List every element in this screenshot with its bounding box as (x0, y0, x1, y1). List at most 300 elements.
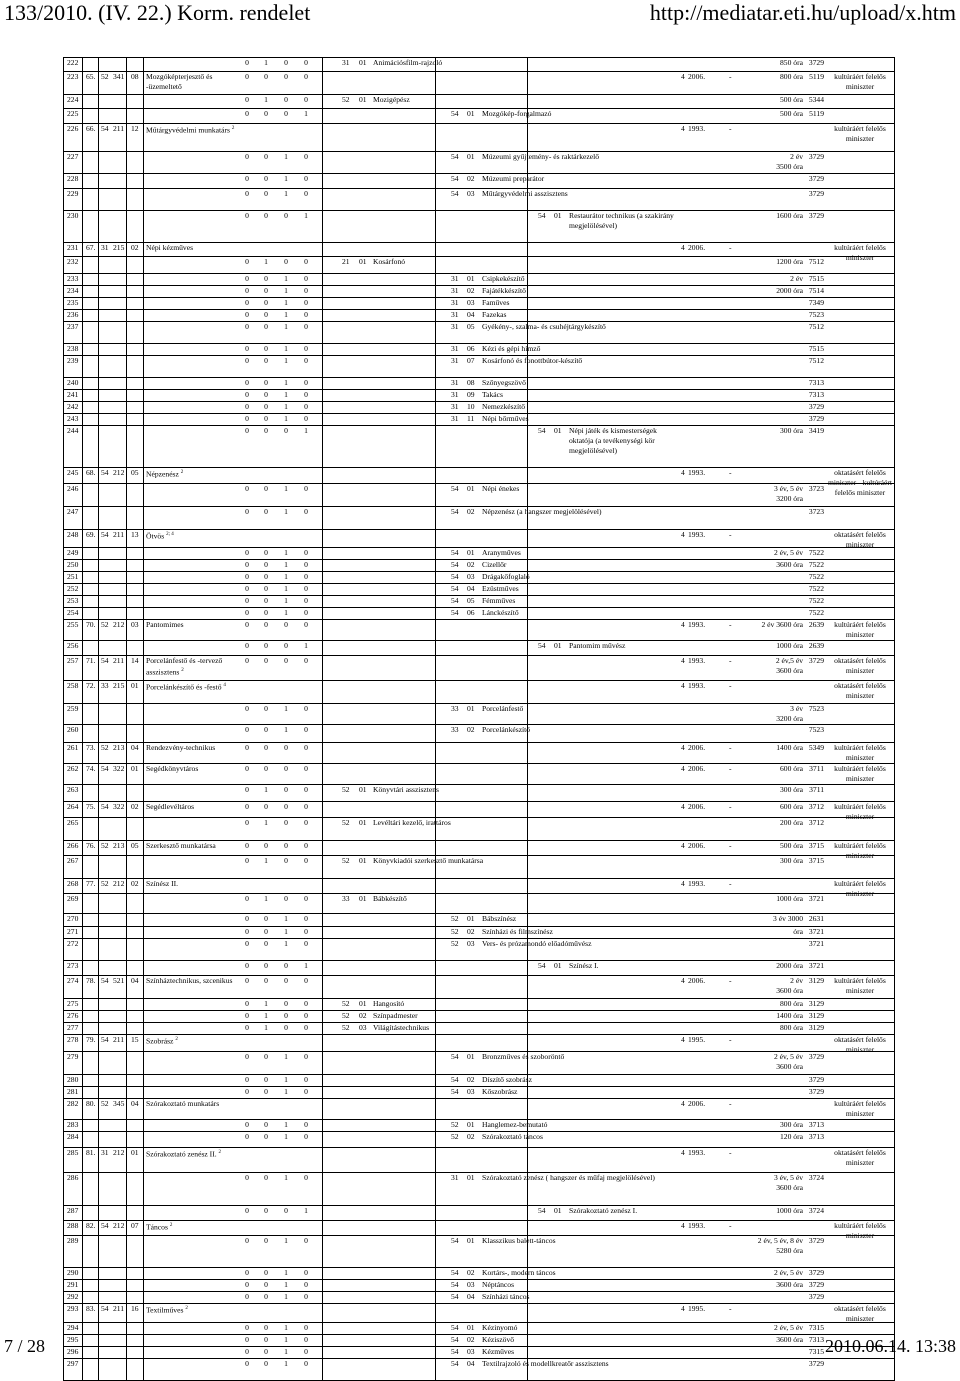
column-divider (527, 879, 528, 893)
page-header-url[interactable]: http://mediatar.eti.hu/upload/x.htm (649, 0, 956, 25)
partial-qualification-name: Néptáncos (482, 1280, 515, 1289)
partial-qualification-code-a: 54 (451, 1323, 459, 1332)
column-divider (143, 894, 144, 913)
date-dash: - (729, 530, 732, 539)
registration-date: 1993. (688, 656, 706, 665)
column-divider (82, 322, 83, 343)
column-divider (98, 356, 99, 377)
column-divider (98, 109, 99, 123)
column-divider (143, 95, 144, 108)
column-divider (322, 95, 323, 108)
level-flag: 0 (264, 211, 268, 220)
column-divider (82, 426, 83, 467)
column-divider (126, 1236, 127, 1267)
column-divider (322, 1304, 323, 1322)
builds-on-name: Színész I. (569, 961, 599, 970)
column-divider (126, 1052, 127, 1074)
hours-text: 3500 óra (776, 162, 803, 171)
column-divider (143, 189, 144, 210)
partial-qualification-code-a: 54 (451, 484, 459, 493)
column-divider (435, 927, 436, 938)
column-divider (143, 641, 144, 655)
column-divider (527, 1148, 528, 1172)
column-divider (143, 1335, 144, 1346)
partial-qualification-name: Kortárs-, modern táncos (482, 1268, 556, 1277)
partial-qualification-name: Textilrajzoló és modellkreatőr asszisztens (482, 1359, 609, 1368)
partial-qualification-code-a: 54 (451, 1347, 459, 1356)
row-number: 281 (67, 1087, 79, 1096)
level-flag: 0 (264, 72, 268, 81)
level-flag: 0 (304, 1335, 308, 1344)
column-divider (322, 344, 323, 355)
table-row (64, 71, 894, 94)
level-flag: 0 (245, 818, 249, 827)
partial-qualification-code-a: 54 (451, 109, 459, 118)
level-flag: 0 (264, 109, 268, 118)
level-flag: 0 (304, 927, 308, 936)
level-flag: 0 (245, 548, 249, 557)
partial-qualification-code-a: 54 (451, 1280, 459, 1289)
column-divider (143, 914, 144, 926)
sub-qualification-name: Világítástechnikus (373, 1023, 430, 1032)
partial-qualification-code-b: 01 (467, 914, 475, 923)
column-divider (322, 914, 323, 926)
qualification-name (146, 841, 242, 851)
level-flag: 0 (245, 856, 249, 865)
page-header-title: 133/2010. (IV. 22.) Korm. rendelet (4, 0, 311, 25)
training-hours (737, 976, 803, 996)
row-number: 260 (67, 725, 79, 734)
level-flag: 0 (245, 58, 249, 67)
table-row (64, 188, 894, 210)
okj-code-part-2: 211 (113, 656, 125, 665)
table-row (64, 680, 894, 703)
row-number: 278 (67, 1035, 79, 1044)
column-divider (322, 743, 323, 763)
table-row (64, 1279, 894, 1291)
column-divider (435, 414, 436, 425)
row-number: 253 (67, 596, 79, 605)
qualification-name-text: Műtárgyvédelmi munkatárs (146, 125, 231, 135)
training-hours (737, 211, 803, 221)
level-flag: 1 (284, 378, 288, 387)
hours-text: 3600 óra (776, 666, 803, 675)
column-divider (435, 274, 436, 285)
training-hours (737, 548, 803, 558)
row-number: 236 (67, 310, 79, 319)
table-row (64, 975, 894, 998)
registration-date: 2006. (688, 976, 706, 985)
column-divider (82, 468, 83, 483)
column-divider (143, 356, 144, 377)
row-number: 251 (67, 572, 79, 581)
row-number: 243 (67, 414, 79, 423)
column-divider (98, 1335, 99, 1346)
partial-qualification-code-b: 07 (467, 356, 475, 365)
table-row (64, 1034, 894, 1054)
qualification-name (146, 764, 242, 774)
column-divider (143, 1011, 144, 1022)
hours-text: 2000 óra (776, 286, 803, 295)
partial-qualification-name: Népzenész (a hangszer megjelölésével) (482, 507, 602, 516)
partial-qualification-code-a: 54 (451, 560, 459, 569)
okj-code-part-2: 212 (113, 879, 125, 888)
column-divider (435, 1148, 436, 1172)
table-row (64, 285, 894, 297)
level-flag: 1 (264, 894, 268, 903)
level-flag: 1 (284, 344, 288, 353)
partial-qualification-name: Ezüstműves (482, 584, 519, 593)
partial-qualification-name: Aranyműves (482, 548, 521, 557)
registration-date: 1993. (688, 468, 706, 477)
column-divider (527, 1304, 528, 1322)
date-dash: - (729, 124, 732, 133)
column-divider (82, 961, 83, 975)
date-dash: - (729, 976, 732, 985)
column-divider (98, 286, 99, 297)
training-hours (737, 274, 803, 284)
row-number: 229 (67, 189, 79, 198)
feor-code: 3129 (808, 976, 824, 985)
feor-code: 7313 (808, 1335, 824, 1344)
partial-qualification-code-a: 31 (451, 298, 459, 307)
level-flag: 1 (264, 1011, 268, 1020)
column-divider (527, 211, 528, 242)
duration-text: 2 év (790, 976, 803, 985)
column-divider (322, 1335, 323, 1346)
level-flag: 0 (264, 572, 268, 581)
table-row (64, 256, 894, 273)
row-number: 244 (67, 426, 79, 435)
level-flag: 0 (264, 378, 268, 387)
table-row (64, 1119, 894, 1131)
column-divider (322, 999, 323, 1010)
registration-date: 1993. (688, 1221, 706, 1230)
level-flag: 1 (284, 1268, 288, 1277)
column-divider (435, 1359, 436, 1380)
feor-code: 7522 (808, 572, 824, 581)
column-divider (435, 390, 436, 401)
row-number: 274 (67, 976, 79, 985)
column-divider (82, 124, 83, 151)
table-row (64, 878, 894, 898)
okj-code-part-1: 54 (101, 1304, 109, 1313)
table-row (64, 913, 894, 926)
table-row (64, 817, 894, 840)
date-dash: - (729, 879, 732, 888)
level-flag: 0 (304, 58, 308, 67)
level-flag: 0 (264, 298, 268, 307)
level-flag: 0 (304, 1087, 308, 1096)
column-divider (435, 468, 436, 483)
column-divider (322, 58, 323, 71)
level-flag: 0 (284, 976, 288, 985)
partial-qualification-code-a: 54 (451, 174, 459, 183)
level-flag: 0 (264, 356, 268, 365)
qualification-name-text: Porcelánkészítő és -festő (146, 682, 222, 692)
date-dash: - (729, 764, 732, 773)
qualification-name-text: Porcelánfestő és -tervező asszisztens (146, 656, 223, 677)
column-divider (82, 189, 83, 210)
level-flag: 0 (304, 298, 308, 307)
level-flag: 1 (284, 1052, 288, 1061)
partial-qualification-code-b: 09 (467, 390, 475, 399)
sub-qualification-code-a: 52 (342, 785, 350, 794)
okj-code-part-2: 521 (113, 976, 125, 985)
level-flag: 0 (264, 484, 268, 493)
okj-code-part-3: 05 (131, 841, 139, 850)
partial-qualification-name: Színházi táncos (482, 1292, 530, 1301)
column-divider (98, 894, 99, 913)
column-divider (322, 1052, 323, 1074)
level-flag: 0 (264, 620, 268, 629)
column-divider (322, 1120, 323, 1131)
okj-code-part-2: 211 (113, 1304, 125, 1313)
column-divider (435, 1035, 436, 1051)
partial-qualification-name: Gyékény-, szalma- és csuhéjtárgykészítő (482, 322, 606, 331)
table-row (64, 1086, 894, 1098)
table-row (64, 401, 894, 413)
training-hours (737, 1236, 803, 1256)
column-divider (82, 914, 83, 926)
partial-qualification-code-b: 03 (467, 298, 475, 307)
partial-qualification-code-a: 54 (451, 507, 459, 516)
feor-code: 7512 (808, 356, 824, 365)
partial-qualification-code-a: 31 (451, 356, 459, 365)
date-dash: - (729, 1304, 732, 1313)
column-divider (98, 856, 99, 878)
training-hours (737, 841, 803, 851)
okj-index: 71. (86, 656, 96, 665)
column-divider (322, 548, 323, 559)
training-hours (737, 914, 803, 924)
level-flag: 0 (264, 344, 268, 353)
partial-qualification-name: Szőnyegszövő (482, 378, 526, 387)
column-divider (98, 189, 99, 210)
builds-on-name: Pantomim művész (569, 641, 626, 650)
column-divider (435, 124, 436, 151)
level-flag: 0 (245, 1236, 249, 1245)
feor-code: 7349 (808, 298, 824, 307)
level-flag: 0 (304, 548, 308, 557)
column-divider (82, 243, 83, 256)
column-divider (82, 1347, 83, 1358)
level-flag: 0 (304, 152, 308, 161)
row-number: 280 (67, 1075, 79, 1084)
table-row (64, 1147, 894, 1172)
column-divider (322, 1359, 323, 1380)
column-divider (143, 286, 144, 297)
table-row (64, 855, 894, 878)
feor-code: 3721 (808, 939, 824, 948)
training-hours (737, 1120, 803, 1130)
column-divider (435, 914, 436, 926)
partial-qualification-code-a: 31 (451, 344, 459, 353)
feor-code: 3729 (808, 1292, 824, 1301)
feor-code: 3724 (808, 1173, 824, 1182)
qualification-name (146, 124, 242, 136)
partial-qualification-code-a: 31 (451, 402, 459, 411)
row-number: 271 (67, 927, 79, 936)
column-divider (82, 402, 83, 413)
column-divider (98, 378, 99, 389)
okj-code-part-3: 16 (131, 1304, 139, 1313)
column-divider (126, 939, 127, 960)
column-divider (435, 1221, 436, 1235)
footnote-reference: 2; 4 (166, 532, 174, 537)
qualification-name (146, 1148, 242, 1160)
sub-qualification-name: Hangosító (373, 999, 405, 1008)
level-flag: 0 (304, 572, 308, 581)
column-divider (143, 1292, 144, 1303)
feor-code: 5119 (809, 109, 824, 118)
row-number: 225 (67, 109, 79, 118)
level-flag: 0 (245, 725, 249, 734)
level-flag: 0 (264, 402, 268, 411)
row-number: 284 (67, 1132, 79, 1141)
level-flag: 0 (245, 596, 249, 605)
table-row (64, 1303, 894, 1322)
column-divider (126, 1120, 127, 1131)
column-divider (98, 939, 99, 960)
training-duration-years: 4 (681, 1221, 685, 1230)
level-flag: 0 (245, 95, 249, 104)
okj-code-part-1: 54 (101, 802, 109, 811)
partial-qualification-code-a: 54 (451, 1268, 459, 1277)
level-flag: 0 (304, 939, 308, 948)
row-number: 230 (67, 211, 79, 220)
level-flag: 1 (284, 1359, 288, 1368)
level-flag: 0 (245, 802, 249, 811)
column-divider (82, 298, 83, 309)
okj-register-table (63, 57, 895, 1381)
level-flag: 0 (304, 1173, 308, 1182)
level-flag: 0 (264, 1323, 268, 1332)
level-flag: 1 (264, 1023, 268, 1032)
row-number: 294 (67, 1323, 79, 1332)
level-flag: 0 (245, 608, 249, 617)
level-flag: 0 (284, 426, 288, 435)
column-divider (322, 109, 323, 123)
training-hours (737, 704, 803, 724)
qualification-name-text: Szórakoztató zenész II. (146, 1149, 217, 1159)
column-divider (527, 58, 528, 71)
column-divider (322, 211, 323, 242)
column-divider (322, 572, 323, 583)
training-duration-years: 4 (681, 1099, 685, 1108)
partial-qualification-code-a: 31 (451, 414, 459, 423)
okj-code-part-2: 213 (113, 841, 125, 850)
partial-qualification-code-a: 52 (451, 927, 459, 936)
column-divider (82, 257, 83, 273)
feor-code: 3729 (808, 1359, 824, 1368)
row-number: 235 (67, 298, 79, 307)
level-flag: 1 (284, 1236, 288, 1245)
partial-qualification-name: Múzeumi preparátor (482, 174, 545, 183)
level-flag: 0 (245, 1087, 249, 1096)
column-divider (126, 95, 127, 108)
okj-index: 72. (86, 681, 96, 690)
level-flag: 0 (304, 725, 308, 734)
level-flag: 0 (264, 596, 268, 605)
column-divider (126, 322, 127, 343)
responsible-ministry: kultúráért felelős miniszter (834, 72, 886, 91)
column-divider (126, 818, 127, 840)
column-divider (435, 572, 436, 583)
column-divider (435, 322, 436, 343)
level-flag: 0 (264, 286, 268, 295)
level-flag: 0 (304, 704, 308, 713)
row-number: 237 (67, 322, 79, 331)
level-flag: 1 (284, 608, 288, 617)
column-divider (82, 939, 83, 960)
level-flag: 0 (245, 390, 249, 399)
level-flag: 0 (304, 841, 308, 850)
builds-on-name: Restaurátor technikus (a szakirány megjelölésével) (569, 211, 674, 230)
column-divider (98, 961, 99, 975)
level-flag: 0 (304, 484, 308, 493)
okj-code-part-2: 212 (113, 620, 125, 629)
duration-text: 3 év (790, 704, 803, 713)
partial-qualification-name: Népi énekes (482, 484, 520, 493)
partial-qualification-name: Bábszínész (482, 914, 517, 923)
hours-text: 3600 óra (776, 1280, 803, 1289)
table-row (64, 1334, 894, 1346)
feor-code: 7522 (808, 596, 824, 605)
column-divider (126, 641, 127, 655)
column-divider (322, 725, 323, 742)
column-divider (143, 109, 144, 123)
partial-qualification-name: Klasszikus balett-táncos (482, 1236, 556, 1245)
level-flag: 0 (245, 1323, 249, 1332)
column-divider (527, 1099, 528, 1119)
partial-qualification-code-b: 02 (467, 174, 475, 183)
column-divider (143, 390, 144, 401)
column-divider (126, 999, 127, 1010)
column-divider (126, 286, 127, 297)
level-flag: 0 (284, 856, 288, 865)
column-divider (435, 1087, 436, 1098)
level-flag: 1 (284, 1335, 288, 1344)
column-divider (322, 1236, 323, 1267)
level-flag: 0 (245, 152, 249, 161)
okj-code-part-3: 04 (131, 1099, 139, 1108)
column-divider (126, 414, 127, 425)
qualification-name (146, 681, 242, 693)
training-hours (737, 802, 803, 812)
column-divider (126, 560, 127, 571)
hours-text: 1200 óra (776, 257, 803, 266)
qualification-name-text: Népi kézműves (146, 243, 194, 252)
column-divider (82, 356, 83, 377)
level-flag: 0 (304, 914, 308, 923)
level-flag: 0 (245, 274, 249, 283)
training-duration-years: 4 (681, 681, 685, 690)
column-divider (322, 596, 323, 607)
column-divider (435, 1323, 436, 1334)
partial-qualification-code-a: 54 (451, 189, 459, 198)
level-flag: 0 (284, 764, 288, 773)
level-flag: 0 (264, 1075, 268, 1084)
hours-text: 500 óra (780, 841, 803, 850)
date-dash: - (729, 72, 732, 81)
level-flag: 0 (304, 560, 308, 569)
level-flag: 0 (245, 939, 249, 948)
column-divider (82, 1148, 83, 1172)
feor-code: 3711 (809, 785, 824, 794)
okj-index: 82. (86, 1221, 96, 1230)
column-divider (82, 785, 83, 801)
